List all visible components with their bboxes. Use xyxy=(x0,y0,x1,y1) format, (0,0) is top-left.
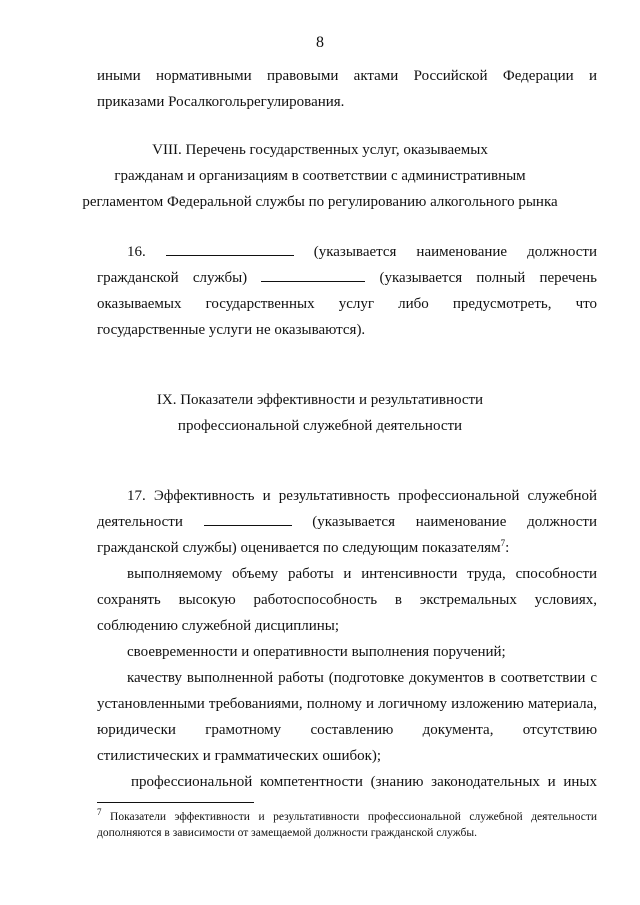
criterion-3-line-3 xyxy=(97,720,597,740)
word: объему xyxy=(232,566,279,582)
word: и xyxy=(589,68,598,84)
word: и xyxy=(343,566,352,582)
footnote-line-1 xyxy=(97,807,598,825)
text: гражданской службы) оценивается по следующим показателям xyxy=(97,540,501,556)
word: результативность xyxy=(278,488,390,504)
word: с xyxy=(590,670,598,686)
word: установленными xyxy=(97,696,205,712)
word: актами xyxy=(353,68,399,84)
word: логичному xyxy=(378,696,448,712)
text: : xyxy=(505,540,510,556)
word: и xyxy=(258,811,265,823)
word: качеству xyxy=(127,670,182,686)
criterion-1-line-3: соблюдению служебной дисциплины; xyxy=(97,618,340,634)
section-8-title-line-3: регламентом Федеральной службы по регулированию алкогольного рынка xyxy=(82,194,558,210)
word: законодательных xyxy=(431,774,540,790)
word: и xyxy=(365,696,374,712)
item-16-line-1 xyxy=(127,242,597,262)
criterion-2: своевременности и оперативности выполнения поручений; xyxy=(127,644,506,660)
word: экстремальных xyxy=(419,592,517,608)
word: сохранять xyxy=(97,592,161,608)
word: правовыми xyxy=(267,68,339,84)
footnote-reference: 7 xyxy=(500,538,506,548)
word: деятельности xyxy=(97,514,183,530)
word: полному xyxy=(306,696,362,712)
word: оказываемых xyxy=(97,296,182,312)
word: иных xyxy=(563,774,597,790)
word: перечень xyxy=(539,270,598,286)
word: иными xyxy=(97,68,141,84)
word: составлению xyxy=(310,722,394,738)
word: работы xyxy=(287,566,334,582)
criterion-1-line-2 xyxy=(97,590,597,610)
blank-field xyxy=(166,242,294,256)
criterion-3-line-1 xyxy=(127,668,597,688)
word: труда, xyxy=(467,566,506,582)
word: материала, xyxy=(527,696,598,712)
word: (знанию xyxy=(370,774,424,790)
word: что xyxy=(575,296,597,312)
word: соответствии xyxy=(500,670,586,686)
word: интенсивности xyxy=(361,566,458,582)
word: деятельности xyxy=(531,811,598,823)
word: должности xyxy=(527,514,597,530)
item-16-line-3 xyxy=(97,294,597,314)
word: грамотному xyxy=(205,722,282,738)
word: способности xyxy=(515,566,598,582)
word: должности xyxy=(527,244,597,260)
item-17-line-2 xyxy=(97,512,597,532)
word: Федерации xyxy=(502,68,574,84)
item-16-line-2 xyxy=(97,268,597,288)
word: полный xyxy=(476,270,526,286)
word: результативности xyxy=(273,811,360,823)
word: (указывается xyxy=(313,244,397,260)
word: профессиональной xyxy=(367,811,461,823)
item-17-line-3 xyxy=(97,538,509,558)
word: юридически xyxy=(97,722,176,738)
word: отсутствию xyxy=(522,722,598,738)
word: предусмотреть, xyxy=(452,296,552,312)
word: (подготовке xyxy=(328,670,405,686)
blank-field xyxy=(204,512,292,526)
word: (указывается xyxy=(379,270,463,286)
word: документа, xyxy=(422,722,494,738)
item-number: 17. xyxy=(127,488,146,504)
word: гражданской службы) xyxy=(97,270,248,286)
word: профессиональной xyxy=(131,774,253,790)
word: и xyxy=(262,488,271,504)
word: наименование xyxy=(415,514,507,530)
word: услуг xyxy=(338,296,374,312)
word: выполняемому xyxy=(127,566,223,582)
word: документов xyxy=(409,670,484,686)
word: наименование xyxy=(416,244,508,260)
word: либо xyxy=(398,296,429,312)
word: и xyxy=(547,774,556,790)
word: компетентности xyxy=(260,774,363,790)
word: служебной xyxy=(527,488,598,504)
footnote-line-2: дополняются в зависимости от замещаемой должности гражданской службы. xyxy=(97,827,478,839)
word: Российской xyxy=(413,68,488,84)
word: изложению xyxy=(451,696,524,712)
word: эффективности xyxy=(174,811,250,823)
intro-line-2: приказами Росалкогольрегулирования. xyxy=(97,94,345,110)
intro-line-1 xyxy=(97,66,597,86)
word: Эффективность xyxy=(153,488,255,504)
word: условиях, xyxy=(534,592,598,608)
item-17-line-1 xyxy=(127,486,597,506)
word: служебной xyxy=(469,811,523,823)
word: государственных xyxy=(205,296,315,312)
section-9-title-line-2: профессиональной служебной деятельности xyxy=(177,418,463,434)
word: Показатели xyxy=(110,811,166,823)
footnote-divider xyxy=(97,802,254,803)
item-16-line-4: государственные услуги не оказываются). xyxy=(97,322,366,338)
word: в xyxy=(488,670,496,686)
word: нормативными xyxy=(155,68,252,84)
word: выполненной xyxy=(186,670,274,686)
word: работоспособность xyxy=(253,592,378,608)
criterion-4-line-1 xyxy=(131,772,597,792)
section-8-title-line-1: VIII. Перечень государственных услуг, оказываемых xyxy=(152,142,488,158)
word: в xyxy=(394,592,402,608)
page-number: 8 xyxy=(316,34,324,51)
section-8-title-line-2: гражданам и организациям в соответствии с административным xyxy=(114,168,526,184)
word: (указывается xyxy=(312,514,395,530)
word: профессиональной xyxy=(398,488,520,504)
blank-field xyxy=(261,268,365,282)
criterion-3-line-2 xyxy=(97,694,597,714)
section-9-title-line-1: IX. Показатели эффективности и результативности xyxy=(156,392,484,408)
word: высокую xyxy=(178,592,236,608)
criterion-1-line-1 xyxy=(127,564,597,584)
word: требованиями, xyxy=(208,696,303,712)
footnote-number: 7 xyxy=(97,807,102,818)
item-number: 16. xyxy=(127,244,146,260)
word: работы xyxy=(278,670,324,686)
criterion-3-line-4: стилистических и грамматических ошибок); xyxy=(97,748,382,764)
